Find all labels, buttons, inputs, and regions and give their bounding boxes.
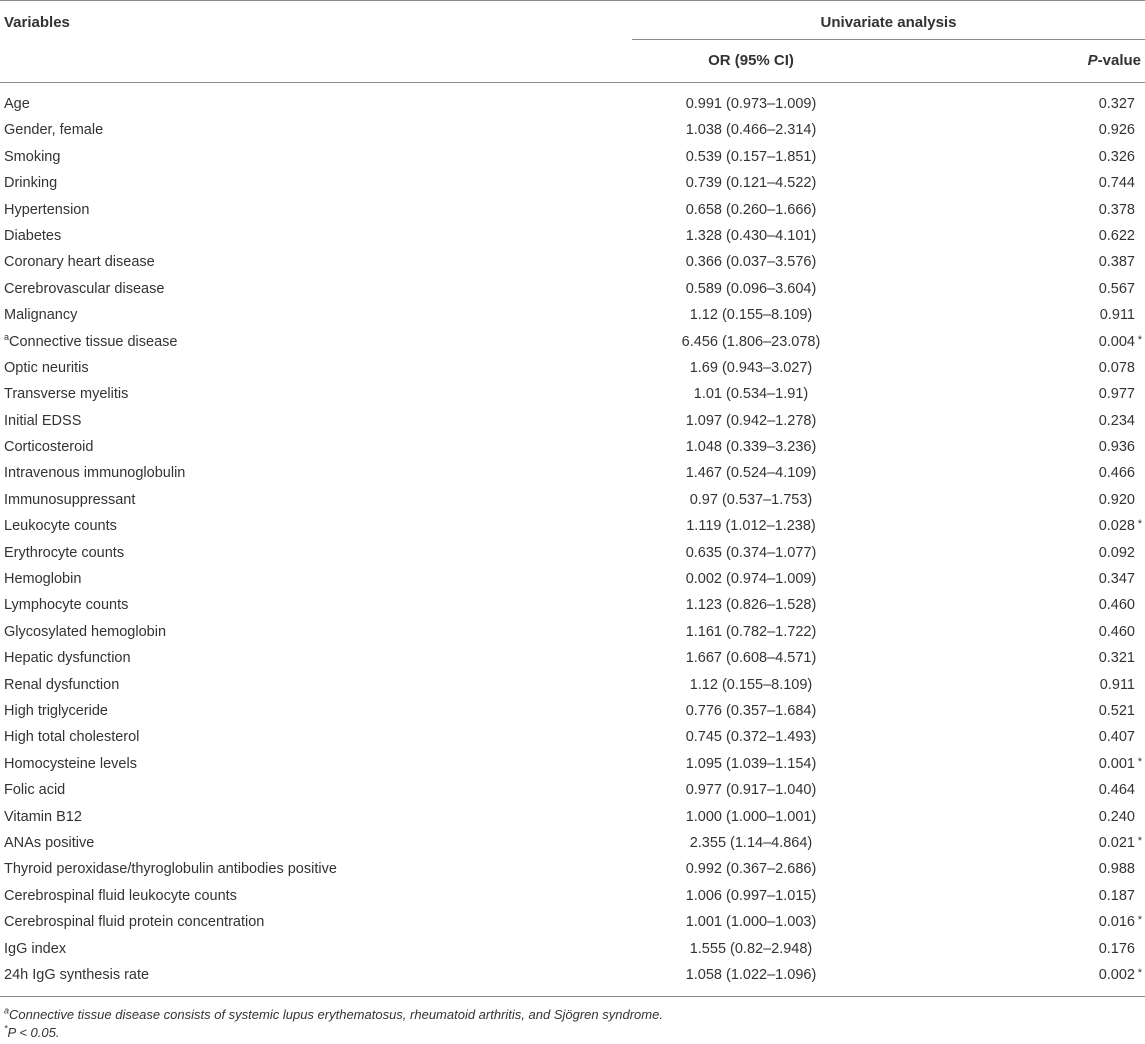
variable-label: Gender, female <box>4 122 104 139</box>
p-value-text: 0.240 <box>1098 808 1135 825</box>
table-row <box>0 751 1145 777</box>
table-bottom-rule <box>0 996 1145 997</box>
cell-p-value <box>1099 703 1135 719</box>
cell-variable <box>4 175 57 191</box>
table-row <box>0 170 1145 196</box>
header-p-suffix: -value <box>1097 52 1141 69</box>
table-top-rule <box>0 0 1145 1</box>
cell-or-ci: 0.002 (0.974–1.009) <box>685 571 817 588</box>
table-row <box>0 619 1145 645</box>
cell-p-value <box>1099 650 1135 666</box>
cell-p-value <box>1099 888 1135 904</box>
p-value-text: 0.187 <box>1098 887 1135 904</box>
variable-label: Transverse myelitis <box>4 386 129 403</box>
cell-or-ci: 0.589 (0.096–3.604) <box>685 280 817 297</box>
cell-or-ci: 1.467 (0.524–4.109) <box>685 465 817 482</box>
cell-variable <box>4 545 124 561</box>
p-value-text: 0.347 <box>1098 571 1135 588</box>
cell-variable <box>4 729 139 745</box>
table-row <box>0 434 1145 460</box>
cell-or-ci: 0.977 (0.917–1.040) <box>685 782 817 799</box>
table-row <box>0 197 1145 223</box>
cell-variable <box>4 96 30 112</box>
p-value-text: 0.977 <box>1098 386 1135 403</box>
cell-or-ci: 1.058 (1.022–1.096) <box>685 966 817 983</box>
table-row <box>0 487 1145 513</box>
cell-variable <box>4 439 93 455</box>
table-row <box>0 540 1145 566</box>
p-value-text: 0.021 <box>1098 834 1135 851</box>
cell-or-ci: 1.097 (0.942–1.278) <box>685 412 817 429</box>
variable-label: Diabetes <box>4 227 62 244</box>
variable-label: High total cholesterol <box>4 729 140 746</box>
variable-label: Corticosteroid <box>4 439 94 456</box>
cell-p-value <box>1099 809 1135 825</box>
cell-or-ci: 1.048 (0.339–3.236) <box>685 439 817 456</box>
variable-label: Hemoglobin <box>4 571 82 588</box>
p-value-text: 0.234 <box>1098 412 1135 429</box>
cell-or-ci: 1.095 (1.039–1.154) <box>685 755 817 772</box>
variable-label: Thyroid peroxidase/thyroglobulin antibodies positive <box>4 861 337 878</box>
cell-or-ci: 1.12 (0.155–8.109) <box>689 676 813 693</box>
cell-p-value <box>1099 439 1135 455</box>
cell-variable <box>4 677 119 693</box>
variable-label: Erythrocyte counts <box>4 544 125 561</box>
table-row <box>0 883 1145 909</box>
cell-variable <box>4 888 237 904</box>
cell-or-ci: 0.745 (0.372–1.493) <box>685 729 817 746</box>
variable-label: Optic neuritis <box>4 359 89 376</box>
p-value-text: 0.001 <box>1098 755 1135 772</box>
cell-p-value: 0.001 * <box>1098 755 1142 772</box>
table-row <box>0 302 1145 328</box>
cell-variable <box>4 281 164 297</box>
variable-label: Lymphocyte counts <box>4 597 129 614</box>
cell-or-ci: 0.739 (0.121–4.522) <box>685 175 817 192</box>
table-row <box>0 936 1145 962</box>
p-value-text: 0.028 <box>1098 518 1135 535</box>
p-value-text: 0.911 <box>1099 307 1135 324</box>
cell-variable <box>4 703 108 719</box>
cell-p-value <box>1099 254 1135 270</box>
p-value-text: 0.016 <box>1098 914 1135 931</box>
cell-p-value <box>1099 149 1135 165</box>
cell-variable <box>4 228 61 244</box>
header-sub-rule <box>632 39 1145 40</box>
variable-footnote-mark: a <box>4 331 10 342</box>
footnote-significance <box>4 1025 59 1040</box>
table-row <box>0 223 1145 249</box>
p-value-text: 0.622 <box>1098 227 1135 244</box>
table-body <box>0 91 1145 988</box>
cell-variable <box>4 331 178 350</box>
header-or-ci: OR (95% CI) <box>708 52 794 69</box>
cell-p-value <box>1099 941 1135 957</box>
cell-p-value <box>1099 281 1135 297</box>
table-row <box>0 592 1145 618</box>
p-value-text: 0.092 <box>1098 544 1135 561</box>
variable-label: Cerebrospinal fluid protein concentration <box>4 914 265 931</box>
variable-label: IgG index <box>4 940 67 957</box>
cell-or-ci: 1.038 (0.466–2.314) <box>685 122 817 139</box>
variable-label: High triglyceride <box>4 702 108 719</box>
cell-p-value: 0.016 * <box>1098 914 1142 931</box>
table-row <box>0 962 1145 988</box>
variable-label: Cerebrovascular disease <box>4 280 165 297</box>
cell-variable <box>4 650 131 666</box>
cell-variable <box>4 386 128 402</box>
table-row <box>0 355 1145 381</box>
p-value-text: 0.466 <box>1098 465 1135 482</box>
table-row <box>0 698 1145 724</box>
cell-variable <box>4 465 185 481</box>
variable-label: Intravenous immunoglobulin <box>4 465 186 482</box>
table-row <box>0 276 1145 302</box>
cell-p-value: 0.002 * <box>1098 966 1142 983</box>
cell-variable <box>4 149 60 165</box>
p-value-text: 0.407 <box>1098 729 1135 746</box>
table-row <box>0 566 1145 592</box>
cell-p-value <box>1099 782 1135 798</box>
cell-p-value <box>1099 465 1135 481</box>
p-value-text: 0.327 <box>1098 96 1135 112</box>
cell-variable <box>4 835 94 851</box>
p-value-text: 0.387 <box>1098 254 1135 271</box>
cell-p-value <box>1099 861 1135 877</box>
cell-p-value <box>1099 729 1135 745</box>
cell-variable <box>4 571 81 587</box>
cell-variable <box>4 861 337 877</box>
footnote-a-mark: a <box>4 1005 10 1016</box>
variable-label: Vitamin B12 <box>4 808 82 825</box>
cell-p-value: 0.004 * <box>1098 333 1142 350</box>
footnote-p-text: P < 0.05. <box>7 1025 60 1040</box>
footnote-p-mark: * <box>4 1023 8 1034</box>
cell-p-value <box>1099 202 1135 218</box>
cell-variable <box>4 413 81 429</box>
cell-p-value <box>1099 122 1135 138</box>
header-univariate-analysis: Univariate analysis <box>820 14 957 31</box>
table-row <box>0 777 1145 803</box>
cell-variable <box>4 307 77 323</box>
variable-label: Connective tissue disease <box>9 333 178 350</box>
cell-variable <box>4 756 137 772</box>
cell-p-value <box>1099 228 1135 244</box>
table-row <box>0 381 1145 407</box>
cell-or-ci: 0.776 (0.357–1.684) <box>685 702 817 719</box>
cell-p-value <box>1099 545 1135 561</box>
variable-label: Immunosuppressant <box>4 491 136 508</box>
cell-variable <box>4 360 89 376</box>
variable-label: 24h IgG synthesis rate <box>4 966 150 983</box>
cell-or-ci: 1.69 (0.943–3.027) <box>689 359 813 376</box>
p-value-text: 0.920 <box>1098 491 1135 508</box>
variable-label: Leukocyte counts <box>4 518 117 535</box>
cell-p-value <box>1099 624 1135 640</box>
cell-or-ci: 1.000 (1.000–1.001) <box>685 808 817 825</box>
variable-label: Hypertension <box>4 201 90 218</box>
cell-variable <box>4 624 166 640</box>
cell-p-value <box>1099 175 1135 191</box>
table-row <box>0 249 1145 275</box>
cell-or-ci: 0.991 (0.973–1.009) <box>685 96 817 112</box>
variable-label: Homocysteine levels <box>4 755 137 772</box>
p-value-text: 0.321 <box>1098 650 1135 667</box>
p-value-text: 0.078 <box>1098 359 1135 376</box>
variable-label: Smoking <box>4 148 61 165</box>
p-value-text: 0.460 <box>1098 597 1135 614</box>
variable-label: Folic acid <box>4 782 66 799</box>
variable-label: Coronary heart disease <box>4 254 155 271</box>
footnote-a <box>4 1007 663 1022</box>
variable-label: ANAs positive <box>4 834 95 851</box>
variable-label: Renal dysfunction <box>4 676 120 693</box>
cell-variable <box>4 202 89 218</box>
p-value-text: 0.936 <box>1098 439 1135 456</box>
variable-label: Glycosylated hemoglobin <box>4 623 167 640</box>
cell-variable <box>4 518 117 534</box>
table-row <box>0 329 1145 355</box>
cell-or-ci: 0.539 (0.157–1.851) <box>685 148 817 165</box>
cell-variable <box>4 967 149 983</box>
p-value-text: 0.464 <box>1098 782 1135 799</box>
p-value-text: 0.911 <box>1099 676 1135 693</box>
cell-or-ci: 6.456 (1.806–23.078) <box>681 333 821 350</box>
variable-label: Cerebrospinal fluid leukocyte counts <box>4 887 237 904</box>
variable-label: Age <box>4 96 30 112</box>
cell-or-ci: 1.123 (0.826–1.528) <box>685 597 817 614</box>
table-row <box>0 724 1145 750</box>
header-bottom-rule <box>0 82 1145 83</box>
cell-or-ci: 0.97 (0.537–1.753) <box>689 491 813 508</box>
cell-variable <box>4 941 66 957</box>
cell-variable <box>4 597 128 613</box>
p-value-text: 0.926 <box>1098 122 1135 139</box>
table-row <box>0 830 1145 856</box>
cell-p-value <box>1099 386 1135 402</box>
p-value-text: 0.176 <box>1098 940 1135 957</box>
table-row <box>0 117 1145 143</box>
cell-p-value <box>1100 307 1135 323</box>
variable-label: Drinking <box>4 175 58 192</box>
cell-or-ci: 0.992 (0.367–2.686) <box>685 861 817 878</box>
p-value-text: 0.744 <box>1098 175 1135 192</box>
p-value-text: 0.567 <box>1098 280 1135 297</box>
table-row <box>0 408 1145 434</box>
cell-variable <box>4 122 103 138</box>
cell-variable <box>4 254 155 270</box>
table-row <box>0 460 1145 486</box>
cell-variable <box>4 492 135 508</box>
variable-label: Malignancy <box>4 307 78 324</box>
p-value-text: 0.326 <box>1098 148 1135 165</box>
table-row <box>0 909 1145 935</box>
cell-or-ci: 1.119 (1.012–1.238) <box>686 518 816 535</box>
cell-p-value <box>1099 96 1135 112</box>
cell-p-value <box>1099 597 1135 613</box>
cell-p-value: 0.021 * <box>1098 834 1142 851</box>
cell-or-ci: 1.161 (0.782–1.722) <box>685 623 817 640</box>
p-value-text: 0.988 <box>1098 861 1135 878</box>
header-p-value <box>1088 52 1141 69</box>
p-value-text: 0.378 <box>1098 201 1135 218</box>
cell-or-ci: 2.355 (1.14–4.864) <box>689 834 813 851</box>
table-row <box>0 856 1145 882</box>
cell-or-ci: 1.555 (0.82–2.948) <box>689 940 813 957</box>
cell-p-value <box>1100 677 1135 693</box>
table-row <box>0 672 1145 698</box>
variable-label: Initial EDSS <box>4 412 82 429</box>
cell-or-ci: 1.328 (0.430–4.101) <box>685 227 817 244</box>
cell-p-value <box>1099 492 1135 508</box>
variable-label: Hepatic dysfunction <box>4 650 131 667</box>
cell-or-ci: 1.667 (0.608–4.571) <box>685 650 817 667</box>
footnote-a-text: Connective tissue disease consists of systemic lupus erythematosus, rheumatoid arthritis, and Sjögren syndrome. <box>9 1007 663 1022</box>
cell-p-value <box>1099 413 1135 429</box>
cell-variable <box>4 914 264 930</box>
table-row <box>0 804 1145 830</box>
table-row <box>0 91 1145 117</box>
cell-or-ci: 1.006 (0.997–1.015) <box>685 887 817 904</box>
cell-p-value <box>1099 571 1135 587</box>
cell-or-ci: 1.001 (1.000–1.003) <box>685 914 817 931</box>
cell-or-ci: 0.635 (0.374–1.077) <box>685 544 817 561</box>
p-value-text: 0.521 <box>1098 702 1135 719</box>
cell-or-ci: 1.12 (0.155–8.109) <box>689 307 813 324</box>
p-value-text: 0.460 <box>1098 623 1135 640</box>
cell-p-value: 0.028 * <box>1098 518 1142 535</box>
p-value-text: 0.004 <box>1098 333 1135 350</box>
cell-or-ci: 1.01 (0.534–1.91) <box>693 386 809 403</box>
table-row <box>0 144 1145 170</box>
table-row <box>0 513 1145 539</box>
header-variables: Variables <box>4 14 70 31</box>
p-value-text: 0.002 <box>1098 966 1135 983</box>
header-p-letter: P <box>1087 52 1098 69</box>
cell-variable <box>4 782 65 798</box>
table-row <box>0 645 1145 671</box>
cell-or-ci: 0.366 (0.037–3.576) <box>685 254 817 271</box>
cell-variable <box>4 809 82 825</box>
cell-p-value <box>1099 360 1135 376</box>
cell-or-ci: 0.658 (0.260–1.666) <box>685 201 817 218</box>
